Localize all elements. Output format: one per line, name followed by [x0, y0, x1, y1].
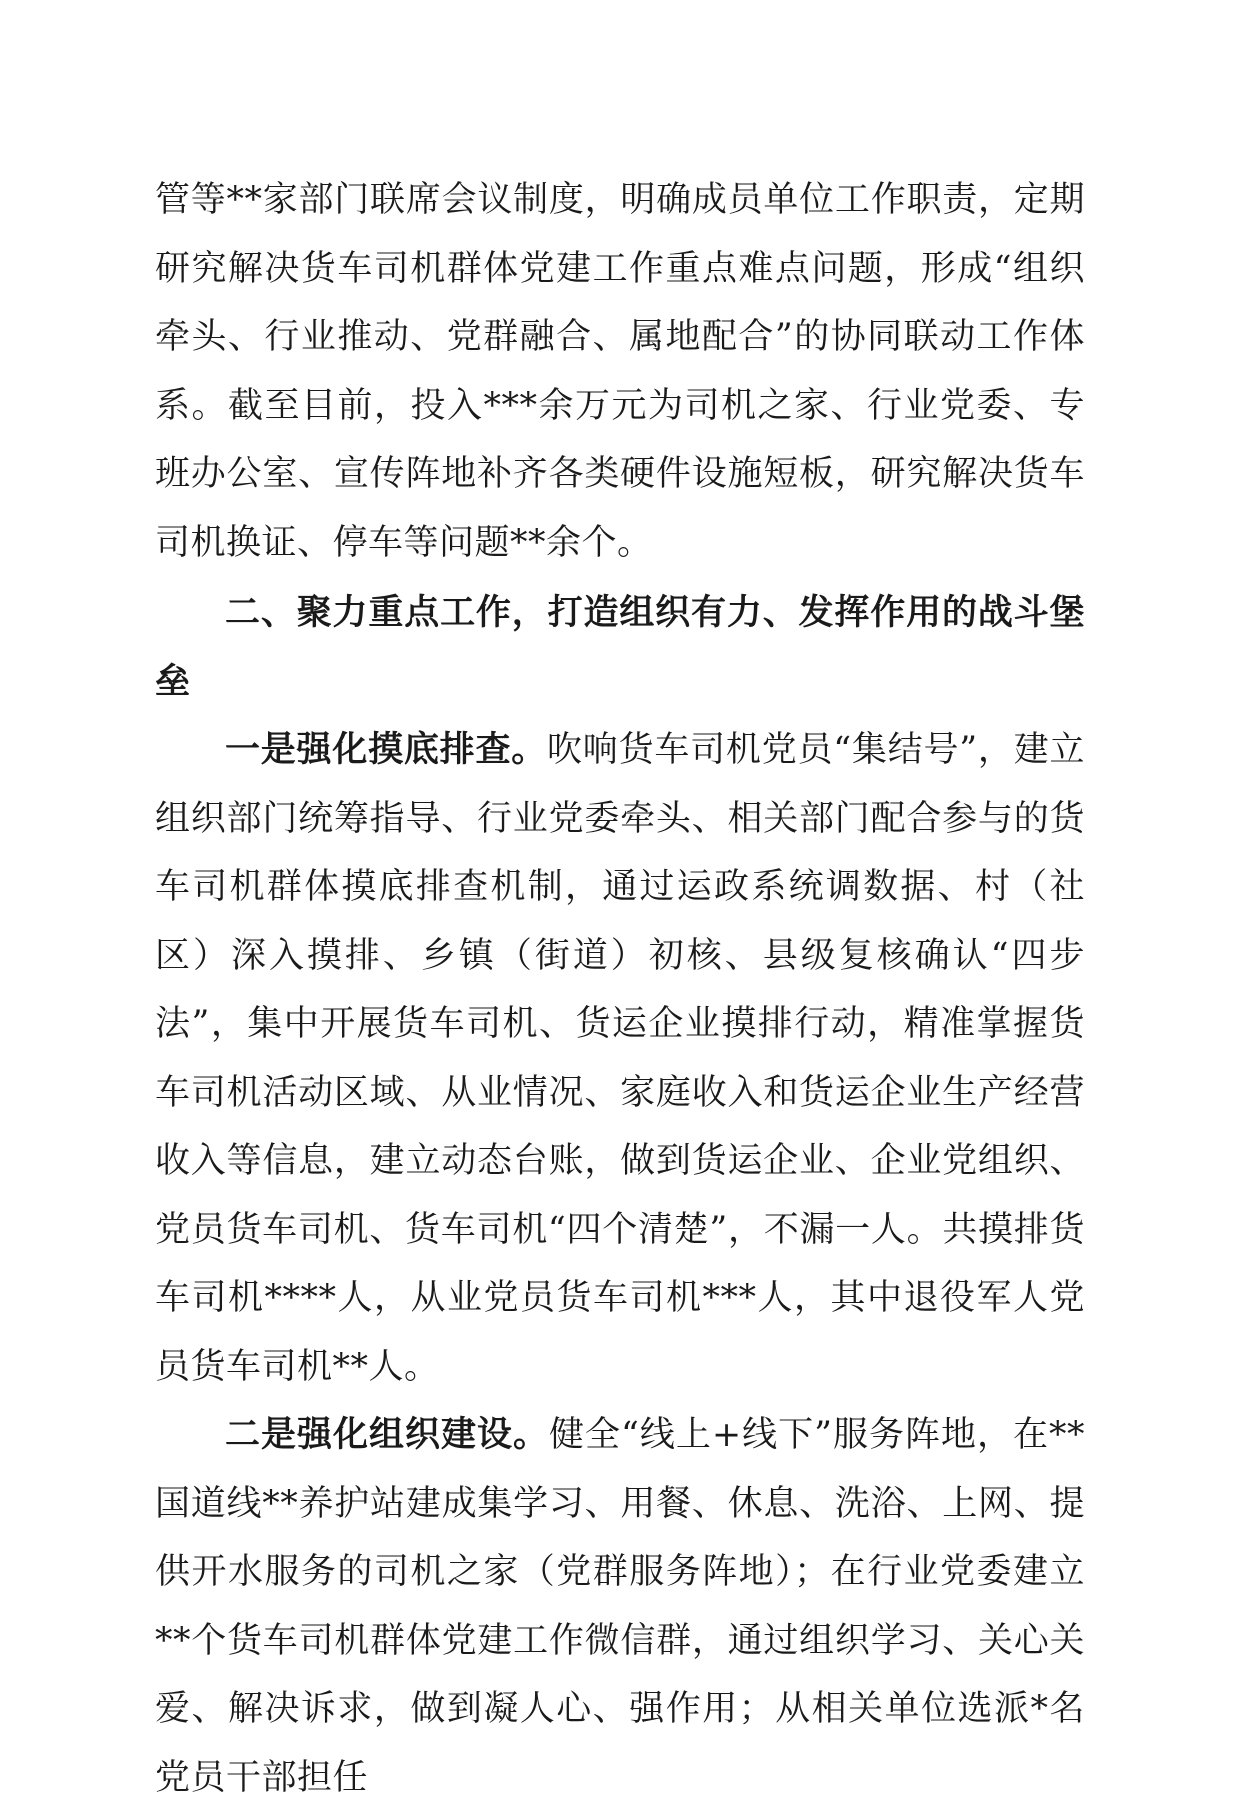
- section-heading: 二、聚力重点工作，打造组织有力、发挥作用的战斗堡垒: [155, 592, 1085, 702]
- item-text-2: 健全“线上+线下”服务阵地，在**国道线**养护站建成集学习、用餐、休息、洗浴、上网、提供开水服务的司机之家（党群服务阵地）；在行业党委建立**个货车司机群体党建工作微信群，通过组织学习、关心关爱、解决诉求，做到凝人心、强作用；从相关单位选派*名党员干部担任: [155, 1415, 1085, 1798]
- body-paragraph: 管等**家部门联席会议制度，明确成员单位工作职责，定期研究解决货车司机群体党建工作重点难点问题，形成“组织牵头、行业推动、党群融合、属地配合”的协同联动工作体系。截至目前，投入***余万元为司机之家、行业党委、专班办公室、宣传阵地补齐各类硬件设施短板，研究解决货车司机换证、停车等问题**余个。: [155, 180, 1085, 563]
- item-paragraph-2: [155, 1401, 1085, 1812]
- item-lead-1: 一是强化摸底排查。: [225, 729, 548, 770]
- item-text-1: 吹响货车司机党员“集结号”，建立组织部门统筹指导、行业党委牵头、相关部门配合参与的货车司机群体摸底排查机制，通过运政系统调数据、村（社区）深入摸排、乡镇（街道）初核、县级复核确认“四步法”，集中开展货车司机、货运企业摸排行动，精准掌握货车司机活动区域、从业情况、家庭收入和货运企业生产经营收入等信息，建立动态台账，做到货运企业、企业党组织、党员货车司机、货车司机“四个清楚”，不漏一人。共摸排货车司机****人，从业党员货车司机***人，其中退役军人党员货车司机**人。: [155, 730, 1085, 1387]
- document-body: [155, 166, 1085, 1812]
- item-lead-2: 二是强化组织建设。: [225, 1414, 549, 1455]
- item-paragraph-1: [155, 716, 1085, 1401]
